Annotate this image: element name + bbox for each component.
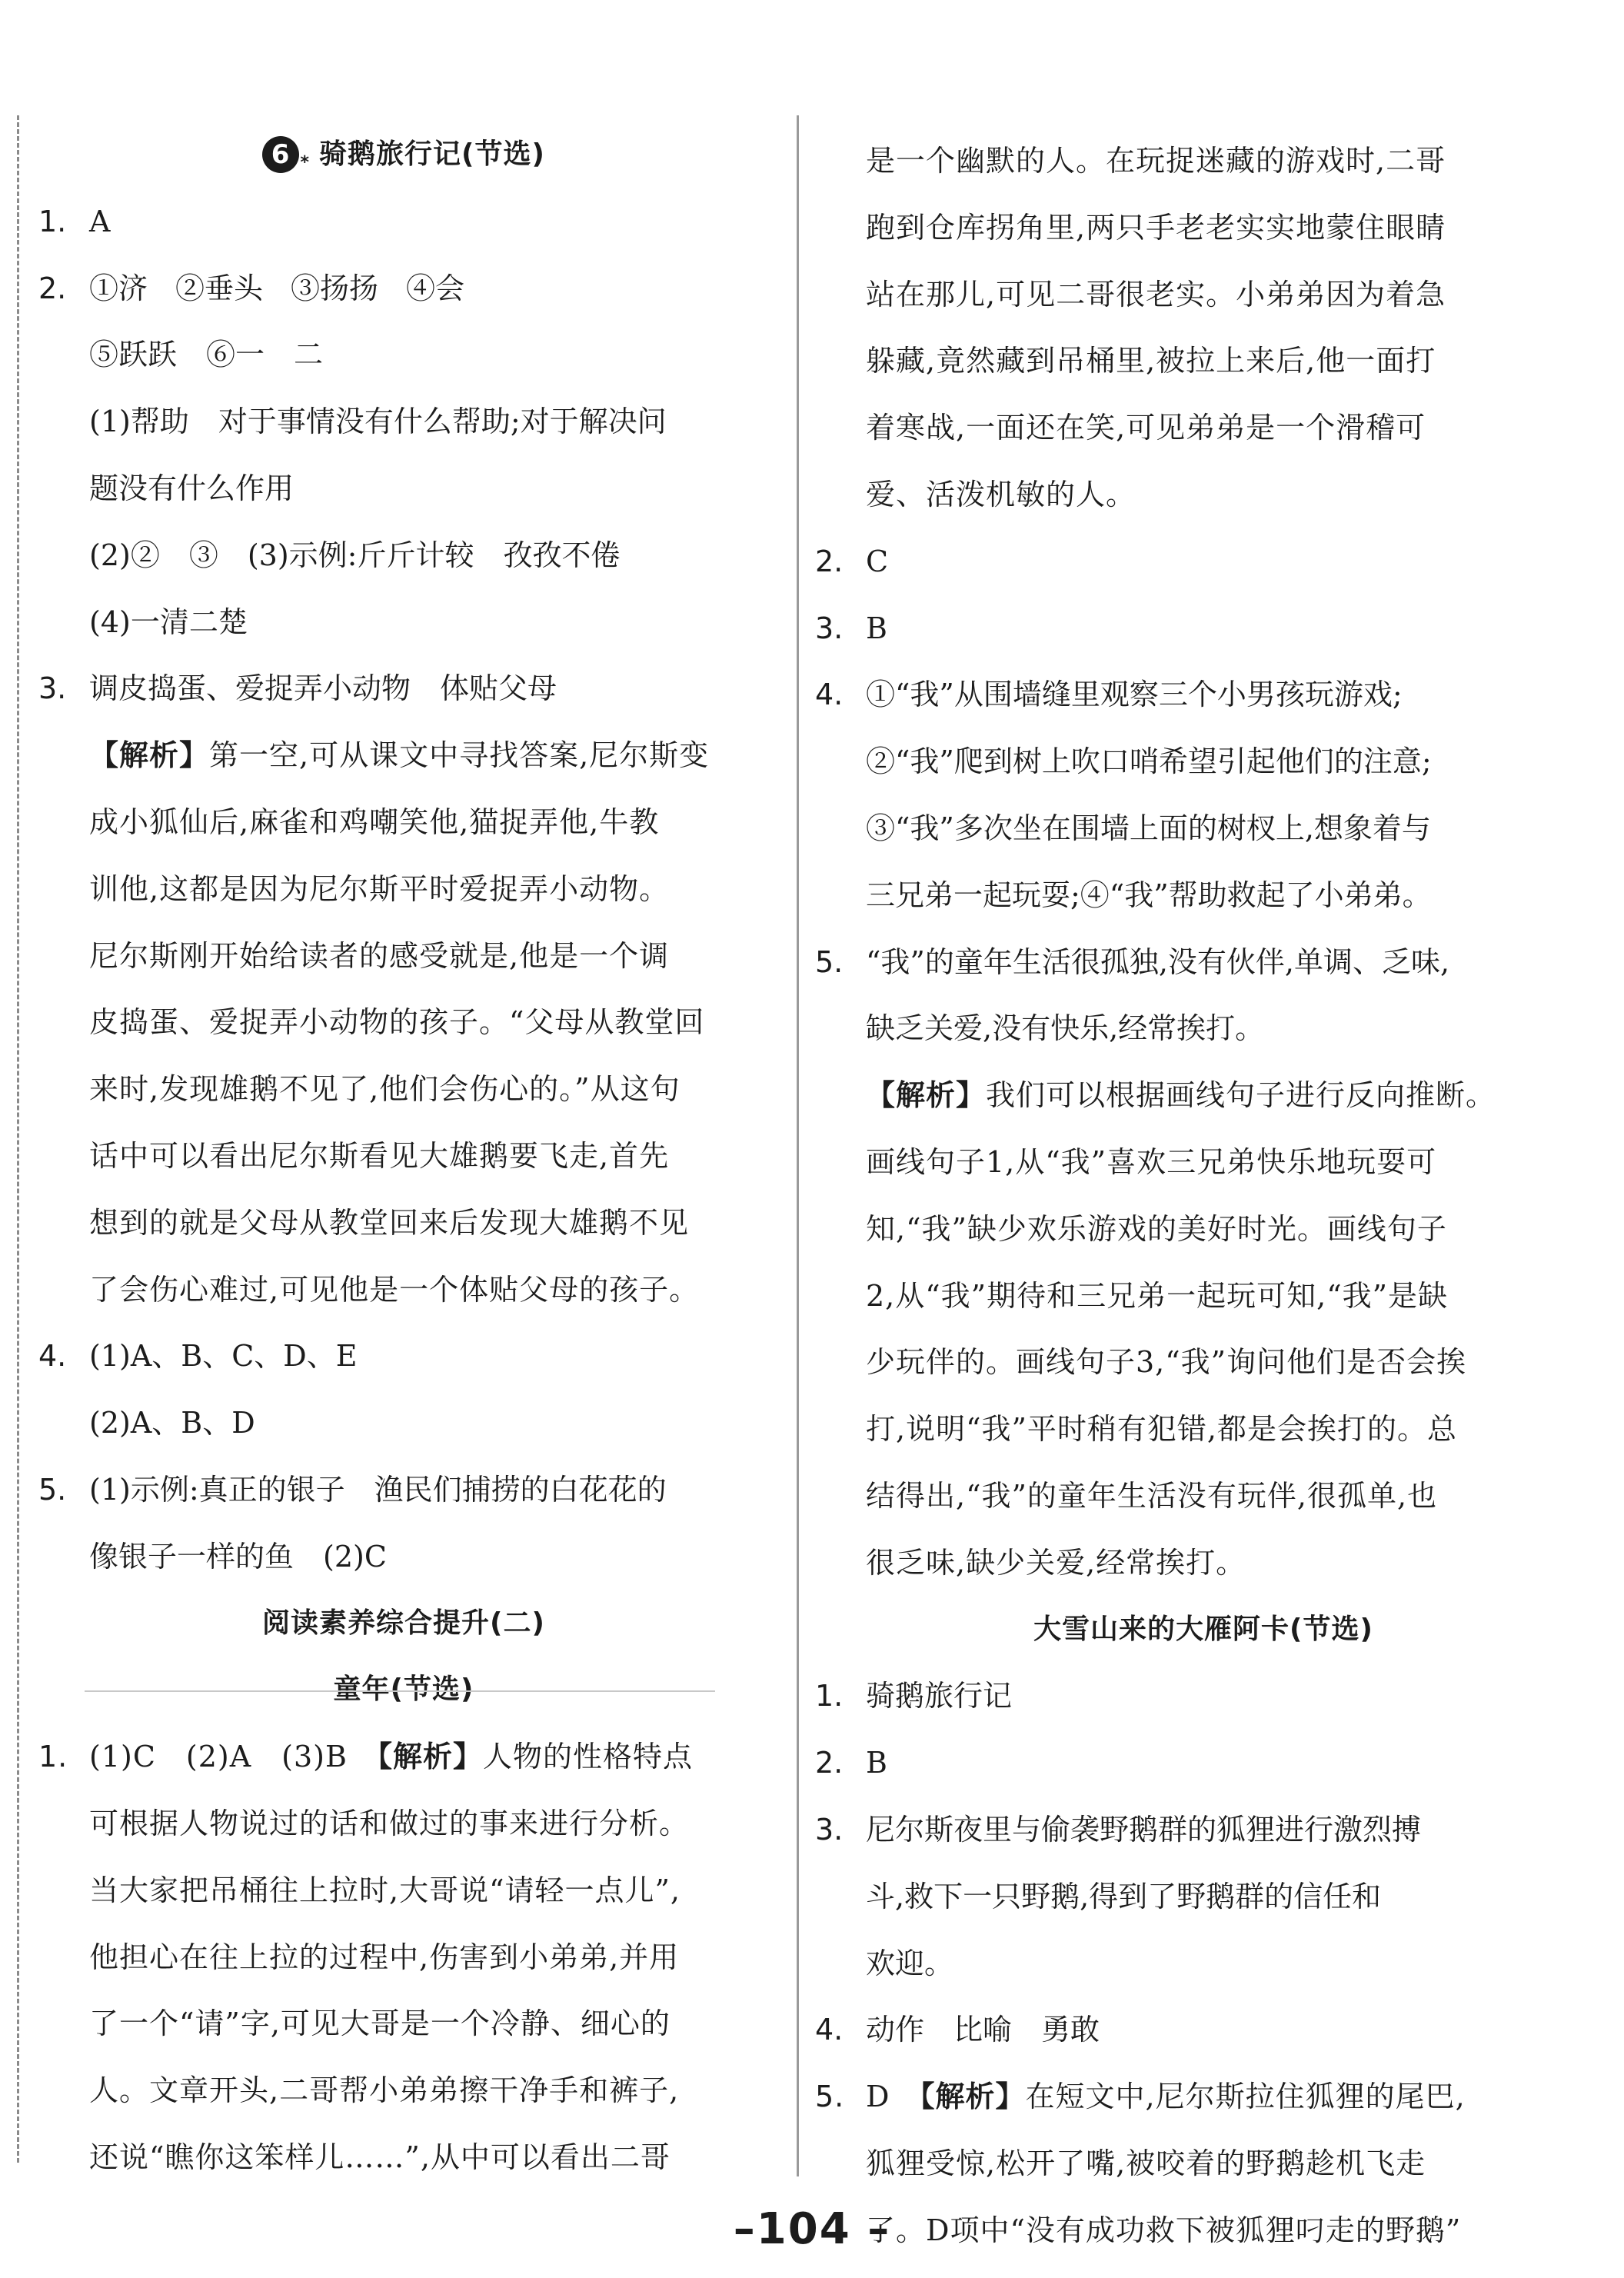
subsection-title: 童年(节选): [333, 1674, 474, 1706]
subsection-title: 大雪山来的大雁阿卡(节选): [1033, 1613, 1373, 1645]
answer-line: ③“我”多次坐在围墙上面的树杈上,想象着与: [866, 811, 1431, 845]
answer-line: 4. ①“我”从围墙缝里观察三个小男孩玩游戏;: [815, 678, 1403, 712]
analysis-tag: 【解析】: [377, 1740, 483, 1774]
analysis-line: 打,说明“我”平时稍有犯错,都是会挨打的。总: [866, 1412, 1458, 1447]
answer-line: 像银子一样的鱼 (2)C: [89, 1539, 387, 1574]
analysis-line: 躲藏,竟然藏到吊桶里,被拉上来后,他一面打: [866, 344, 1436, 378]
analysis-line: 当大家把吊桶往上拉时,大哥说“请轻一点儿”,: [89, 1873, 681, 1907]
analysis-line: 少玩伴的。画线句子3,“我”询问他们是否会挨: [866, 1345, 1467, 1380]
analysis-line: 人。文章开头,二哥帮小弟弟擦干净手和裤子,: [89, 2073, 680, 2108]
answer-line: 题没有什么作用: [89, 471, 295, 505]
analysis-line: 训他,这都是因为尼尔斯平时爱捉弄小动物。: [89, 871, 670, 906]
analysis-line: 了。D项中“没有成功救下被狐狸叼走的野鹅”: [866, 2213, 1462, 2247]
analysis-tag: 【解析】: [920, 2080, 1026, 2114]
analysis-line: 想到的就是父母从教堂回来后发现大雄鹅不见: [89, 1205, 690, 1240]
answer-line: 1. (1)C (2)A (3)B 【解析】人物的性格特点: [38, 1740, 693, 1774]
column-divider: [797, 115, 799, 2176]
analysis-line: 跑到仓库拐角里,两只手老老实实地蒙住眼睛: [866, 210, 1446, 245]
answer-line: (2)② ③ (3)示例:斤斤计较 孜孜不倦: [89, 538, 621, 572]
analysis-line: 【解析】第一空,可从课文中寻找答案,尼尔斯变: [89, 738, 710, 773]
answer-line: 5. “我”的童年生活很孤独,没有伙伴,单调、乏味,: [815, 944, 1450, 979]
star-mark: *: [300, 153, 311, 173]
answer-line: 2. B: [815, 1746, 887, 1780]
section-header: [38, 122, 769, 188]
page-number: –104 –: [733, 2204, 891, 2254]
answer-line: (1)帮助 对于事情没有什么帮助;对于解决问: [89, 405, 667, 439]
answer-line: 三兄弟一起玩耍;④“我”帮助救起了小弟弟。: [866, 878, 1432, 912]
answer-line: 4. (1)A、B、C、D、E: [38, 1339, 358, 1374]
analysis-line: 结得出,“我”的童年生活没有玩伴,很孤单,也: [866, 1478, 1438, 1513]
analysis-line: 了会伤心难过,可见他是一个体贴父母的孩子。: [89, 1272, 700, 1307]
answer-line: 斗,救下一只野鹅,得到了野鹅群的信任和: [866, 1879, 1382, 1913]
answer-line: 4. 动作 比喻 勇敢: [815, 2013, 1100, 2047]
analysis-line: 狐狸受惊,松开了嘴,被咬着的野鹅趁机飞走: [866, 2146, 1426, 2180]
analysis-line: 画线句子1,从“我”喜欢三兄弟快乐地玩耍可: [866, 1144, 1437, 1179]
analysis-tag: 【解析】: [866, 1078, 987, 1113]
analysis-line: 【解析】我们可以根据画线句子进行反向推断。: [866, 1078, 1496, 1113]
binding-dashed-line: [17, 115, 19, 2163]
analysis-line: 着寒战,一面还在笑,可见弟弟是一个滑稽可: [866, 411, 1426, 445]
lesson-number-badge: 6 *: [262, 136, 299, 173]
answer-line: 5. (1)示例:真正的银子 渔民们捕捞的白花花的: [38, 1472, 667, 1507]
analysis-line: 尼尔斯刚开始给读者的感受就是,他是一个调: [89, 938, 670, 973]
answer-line: 5. D 【解析】在短文中,尼尔斯拉住狐狸的尾巴,: [815, 2080, 1466, 2114]
analysis-line: 皮捣蛋、爱捉弄小动物的孩子。“父母从教堂回: [89, 1005, 705, 1040]
analysis-line: 是一个幽默的人。在玩捉迷藏的游戏时,二哥: [866, 144, 1446, 178]
analysis-line: 还说“瞧你这笨样儿……”,从中可以看出二哥: [89, 2140, 671, 2174]
analysis-line: 很乏味,缺少关爱,经常挨打。: [866, 1545, 1246, 1580]
analysis-line: 他担心在往上拉的过程中,伤害到小弟弟,并用: [89, 1940, 680, 1974]
answer-line: 3. 尼尔斯夜里与偷袭野鹅群的狐狸进行激烈搏: [815, 1812, 1422, 1847]
answer-line: 缺乏关爱,没有快乐,经常挨打。: [866, 1011, 1265, 1046]
analysis-line: 站在那儿,可见二哥很老实。小弟弟因为着急: [866, 277, 1446, 311]
analysis-line: 2,从“我”期待和三兄弟一起玩可知,“我”是缺: [866, 1278, 1449, 1313]
analysis-line: 可根据人物说过的话和做过的事来进行分析。: [89, 1806, 690, 1840]
analysis-line: 知,“我”缺少欢乐游戏的美好时光。画线句子: [866, 1211, 1447, 1246]
analysis-line: 来时,发现雄鹅不见了,他们会伤心的。”从这句: [89, 1072, 681, 1107]
section-title-review: 阅读素养综合提升(二): [262, 1607, 545, 1639]
answer-line: (4)一清二楚: [89, 604, 248, 639]
answer-line: 2. ①济 ②垂头 ③扬扬 ④会: [38, 271, 465, 305]
answer-line: 欢迎。: [866, 1946, 954, 1980]
answer-line: ②“我”爬到树上吹口哨希望引起他们的注意;: [866, 744, 1432, 779]
right-column: [815, 128, 1592, 2264]
answer-line: 2. C: [815, 544, 889, 578]
answer-line: 1. 骑鹅旅行记: [815, 1679, 1013, 1713]
answer-line: 3. B: [815, 611, 887, 645]
answer-line: (2)A、B、D: [89, 1406, 255, 1440]
answer-line: ⑤跃跃 ⑥一 二: [89, 338, 324, 372]
left-column: [38, 122, 769, 2191]
answer-line: 3. 调皮捣蛋、爱捉弄小动物 体贴父母: [38, 671, 557, 706]
analysis-line: 了一个“请”字,可见大哥是一个冷静、细心的: [89, 2007, 671, 2041]
section-title: 骑鹅旅行记(节选): [319, 138, 545, 170]
analysis-line: 成小狐仙后,麻雀和鸡嘲笑他,猫捉弄他,牛教: [89, 804, 660, 839]
answer-line: 1. A: [38, 204, 111, 238]
analysis-line: 爱、活泼机敏的人。: [866, 477, 1136, 511]
analysis-tag: 【解析】: [89, 738, 210, 773]
analysis-line: 话中可以看出尼尔斯看见大雄鹅要飞走,首先: [89, 1138, 670, 1173]
title-underline: [85, 1690, 715, 1692]
